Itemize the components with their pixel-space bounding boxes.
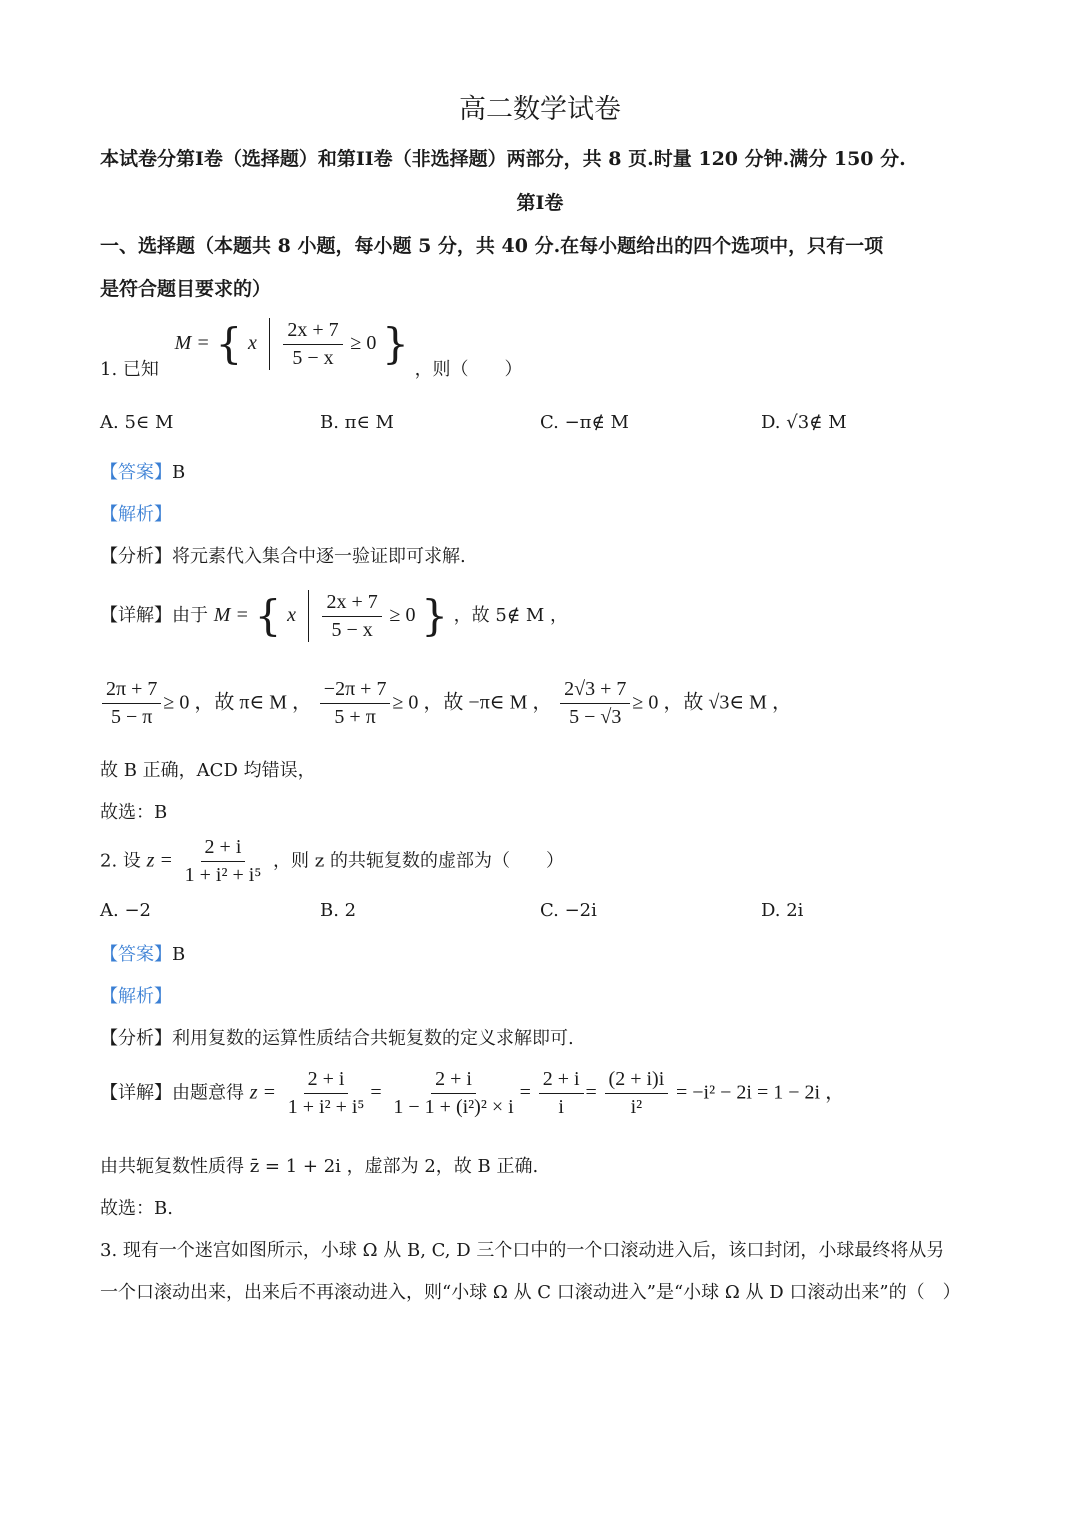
q1-ineq: ≥ 0 [350, 332, 377, 354]
q1-answer [100, 462, 185, 484]
q2-step4 [605, 1068, 669, 1119]
left-brace-icon: { [254, 591, 282, 640]
eval3-fraction [560, 678, 630, 729]
q1-option-b: B. π∈ M [320, 412, 394, 433]
right-brace-icon: } [382, 319, 409, 368]
eval2-numerator: −2π + 7 [320, 678, 391, 704]
section-heading-line2: 是符合题目要求的） [100, 278, 272, 300]
right-brace-icon: } [421, 591, 448, 640]
eval3-text: ≥ 0 ，故 √3∈ M ， [632, 691, 792, 714]
q1-explain-tag: 【解析】 [100, 504, 172, 525]
analysis-tag: 【分析】 [100, 1028, 172, 1049]
q2-answer-value: B [172, 944, 186, 965]
q1-suffix: ，则（ ） [414, 359, 523, 380]
q1-numerator: 2x + 7 [283, 319, 342, 345]
eval1-denominator: 5 − π [111, 706, 153, 728]
q2-explain-tag: 【解析】 [100, 986, 172, 1007]
eval1-text: ≥ 0 ，故 π∈ M ， [163, 691, 313, 714]
q2-fraction [181, 836, 266, 887]
q3-stem-line1: 3. 现有一个迷宫如图所示，小球 Ω 从 B, C, D 三个口中的一个口滚动进入后，该口封闭，小球最终将从另 [100, 1240, 945, 1261]
q2-step3-num: 2 + i [539, 1068, 584, 1094]
q2-step2-den: 1 − 1 + (i²)² × i [393, 1096, 514, 1118]
q1-detail-numerator: 2x + 7 [322, 591, 381, 617]
set-divider [308, 590, 309, 642]
q1-option-c: C. −π∉ M [540, 412, 629, 433]
q1-choice: 故选：B [100, 802, 168, 823]
q2-z: z = [146, 849, 173, 872]
q2-denominator: 1 + i² + i⁵ [184, 864, 262, 886]
q2-prefix: 2. 设 [100, 850, 141, 872]
q2-option-a: A. −2 [100, 900, 151, 921]
q1-fraction [283, 319, 342, 370]
q2-option-d: D. 2i [761, 900, 804, 921]
q1-detail-denominator: 5 − x [331, 618, 373, 641]
q2-step4-den: i² [630, 1096, 643, 1118]
q1-analysis-text: 将元素代入集合中逐一验证即可求解. [172, 546, 466, 567]
q2-conjugate: 由共轭复数性质得 z̄ = 1 + 2i ，虚部为 2，故 B 正确. [100, 1156, 539, 1177]
q1-denominator: 5 − x [292, 346, 334, 369]
q1-detail-fraction [322, 591, 381, 642]
eval3-numerator: 2√3 + 7 [560, 678, 630, 704]
q2-step3-den: i [558, 1096, 564, 1118]
q1-detail-var: x [287, 604, 296, 626]
q1-detail-post: ，故 5∉ M ， [453, 605, 569, 626]
q2-detail-pre: 由题意得 [172, 1082, 244, 1104]
q1-analysis [100, 546, 466, 568]
q1-option-a: A. 5∈ M [100, 412, 174, 433]
q2-step2 [389, 1068, 517, 1119]
answer-tag: 【答案】 [100, 944, 172, 965]
eval3-denominator: 5 − √3 [569, 706, 622, 728]
q2-option-c: C. −2i [540, 900, 597, 921]
q2-suffix: ，则 z 的共轭复数的虚部为（ ） [273, 850, 564, 872]
section-heading-line1: 一、选择题（本题共 8 小题，每小题 5 分，共 40 分.在每小题给出的四个选项中，只有一项 [100, 235, 884, 257]
eval1-numerator: 2π + 7 [102, 678, 161, 704]
left-brace-icon: { [215, 319, 243, 368]
q2-step3 [539, 1068, 584, 1119]
q2-step2-num: 2 + i [431, 1068, 476, 1094]
set-divider [269, 318, 270, 370]
q2-answer [100, 944, 185, 966]
q2-step4-num: (2 + i)i [605, 1068, 669, 1094]
volume-heading: 第I卷 [516, 192, 564, 214]
q1-answer-value: B [172, 462, 186, 483]
q2-detail-z: z = [249, 1081, 277, 1104]
eval1-fraction [102, 678, 161, 729]
q2-detail: 【详解】由题意得 z = $\frac{2 + i}{\text{1 + i² + i⁵}}$ = $\frac{2 + i}{\text{1 − 1 + (i²)² × i}}$ = $\frac{2 + i}{i}$ = $\frac{(2 + i)i}{\text{i²}}$ = −i² − 2i = 1 − 2i ， [100, 1068, 846, 1118]
detail-tag: 【详解】 [100, 1082, 172, 1104]
q1-prefix: 1. 已知 [100, 359, 159, 380]
q3-stem-line2: 一个口滚动出来，出来后不再滚动进入，则“小球 Ω 从 C 口滚动进入”是“小球 Ω 从 D 口滚动出来”的（ ） [100, 1282, 961, 1303]
q2-analysis-text: 利用复数的运算性质结合共轭复数的定义求解即可. [172, 1028, 574, 1049]
detail-tag: 【详解】 [100, 605, 172, 626]
q1-evaluations [100, 678, 792, 729]
q2-step1-den: 1 + i² + i⁵ [287, 1096, 365, 1118]
q1-option-d: D. √3∉ M [761, 412, 847, 433]
analysis-tag: 【分析】 [100, 546, 172, 567]
q2-step1-num: 2 + i [304, 1068, 349, 1094]
answer-tag: 【答案】 [100, 462, 172, 483]
q1-stem [100, 318, 523, 381]
q2-tail: = −i² − 2i = 1 − 2i ， [676, 1081, 846, 1104]
page-title: 高二数学试卷 [459, 94, 621, 125]
eval2-text: ≥ 0 ，故 −π∈ M ， [392, 691, 553, 714]
q1-detail-pre: 由于 [172, 605, 208, 626]
q1-conclusion: 故 B 正确，ACD 均错误， [100, 760, 316, 781]
q2-numerator: 2 + i [201, 836, 246, 862]
q2-stem [100, 836, 564, 887]
q1-detail [100, 590, 568, 642]
q2-step1 [284, 1068, 369, 1119]
q1-detail-set: M = [213, 604, 249, 626]
q2-analysis [100, 1028, 574, 1050]
eval2-denominator: 5 + π [334, 706, 376, 728]
exam-intro: 本试卷分第I卷（选择题）和第II卷（非选择题）两部分，共 8 页.时量 120 分钟.满分 150 分. [100, 148, 906, 170]
q1-set-var: x [248, 332, 257, 354]
q1-set-symbol: M = [174, 332, 210, 354]
q2-option-b: B. 2 [320, 900, 357, 921]
eval2-fraction [320, 678, 391, 729]
q2-choice: 故选：B. [100, 1198, 173, 1219]
q1-detail-ineq: ≥ 0 [389, 604, 416, 626]
